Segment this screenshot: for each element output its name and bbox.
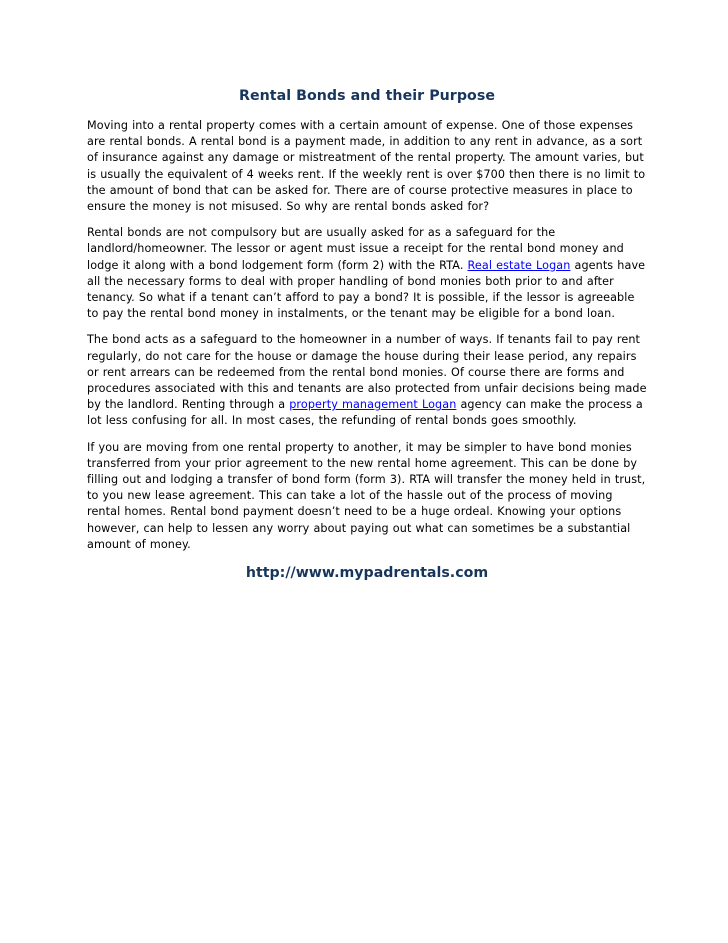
paragraph-safeguard	[87, 332, 647, 429]
paragraph-transfer: If you are moving from one rental property to another, it may be simpler to have bond monies transferred from your prior agreement to the new rental home agreement. This can be done by filling out and lodging a transfer of bond form (form 3). RTA will transfer the money held in trust, to you new lease agreement. This can take a lot of the hassle out of the process of moving rental homes. Rental bond payment doesn’t need to be a huge ordeal. Knowing your options however, can help to lessen any worry about paying out what can sometimes be a substantial amount of money.	[87, 440, 646, 551]
paragraph-safeguard-text-start: The bond acts as a safeguard to the homeowner in a number of ways. If tenants fail to pay rent regularly, do not care for the house or damage the house during their lease period, any repairs or rent arrears can be redeemed from the rental bond monies. Of course there are forms and procedures associated with this and tenants are also protected from unfair decisions being made by the landlord. Renting through a	[87, 333, 647, 412]
page-title: Rental Bonds and their Purpose	[238, 88, 496, 104]
property-management-logan-link[interactable]: property management Logan	[289, 398, 457, 412]
paragraph-compulsory-text-start: Rental bonds are not compulsory but are usually asked for as a safeguard for the landlord/homeowner. The lessor or agent must issue a receipt for the rental bond money and lodge it along with a bond lodgement form (form 2) with the RTA.	[87, 226, 624, 272]
real-estate-logan-link[interactable]: Real estate Logan	[467, 258, 571, 272]
footer-website-url: http://www.mypadrentals.com	[245, 565, 489, 582]
document-content	[87, 86, 647, 583]
paragraph-intro: Moving into a rental property comes with a certain amount of expense. One of those expenses are rental bonds. A rental bond is a payment made, in addition to any rent in advance, as a sort of insurance against any damage or mistreatment of the rental property. The amount varies, but is usually the equivalent of 4 weeks rent. If the weekly rent is over $700 then there is no limit to the amount of bond that can be asked for. There are of course protective measures in place to ensure the money is not misused. So why are rental bonds asked for?	[87, 119, 646, 214]
paragraph-compulsory	[87, 225, 647, 322]
paragraph-safeguard-text-end: agency can make the process a lot less confusing for all. In most cases, the refunding of rental bonds goes smoothly.	[87, 398, 643, 428]
paragraph-compulsory-text-end: agents have all the necessary forms to deal with proper handling of bond monies both prior to and after tenancy. So what if a tenant can’t afford to pay a bond? It is possible, if the lessor is agreeable to pay the rental bond money in instalments, or the tenant may be eligible for a bond loan.	[87, 258, 646, 321]
